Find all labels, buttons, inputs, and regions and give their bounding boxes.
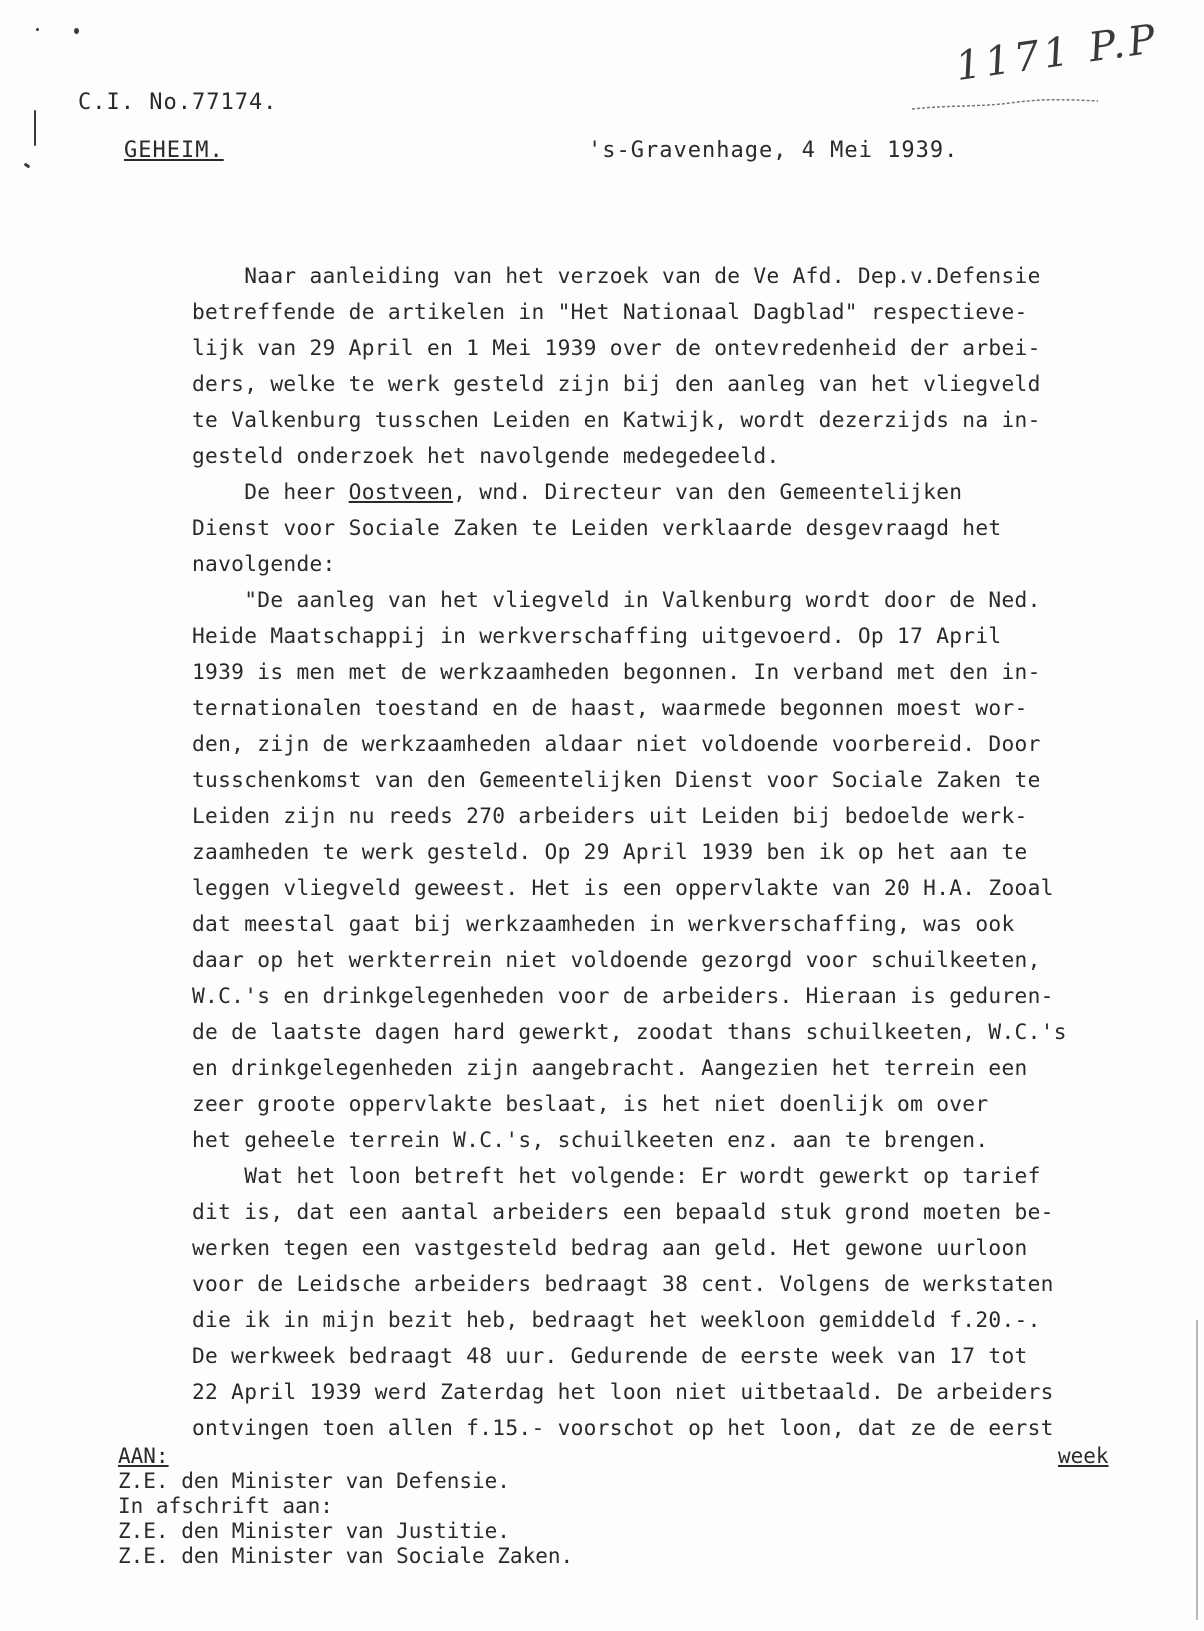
- body-line: die ik in mijn bezit heb, bedraagt het weekloon gemiddeld f.20.-.: [192, 1307, 1041, 1332]
- body-line: gesteld onderzoek het navolgende medegedeeld.: [192, 443, 780, 468]
- body-line: Heide Maatschappij in werkverschaffing uitgevoerd. Op 17 April: [192, 623, 1002, 648]
- body-line: betreffende de artikelen in "Het Nationaal Dagblad" respectieve-: [192, 299, 1028, 324]
- body-line: ontvingen toen allen f.15.- voorschot op het loon, dat ze de eerst: [192, 1415, 1054, 1440]
- copy-recipient: Z.E. den Minister van Justitie.: [118, 1519, 510, 1543]
- body-line: daar op het werkterrein niet voldoende gezorgd voor schuilkeeten,: [192, 947, 1041, 972]
- ink-speck: [74, 28, 79, 34]
- body-line: zeer groote oppervlakte beslaat, is het niet doenlijk om over: [192, 1091, 989, 1116]
- speaker-name: Oostveen: [348, 479, 454, 504]
- body-line: ders, welke te werk gesteld zijn bij den aanleg van het vliegveld: [192, 371, 1041, 396]
- letter-body: [192, 258, 1152, 1446]
- copy-heading: In afschrift aan:: [118, 1494, 333, 1518]
- speaker-prefix: De heer: [192, 479, 349, 504]
- body-line: Wat het loon betreft het volgende: Er wordt gewerkt op tarief: [192, 1163, 1041, 1188]
- place-and-date: 's-Gravenhage, 4 Mei 1939.: [588, 138, 959, 163]
- catchword: week: [1058, 1444, 1109, 1468]
- body-line: Dienst voor Sociale Zaken te Leiden verklaarde desgevraagd het: [192, 515, 1002, 540]
- body-line: "De aanleg van het vliegveld in Valkenburg wordt door de Ned.: [192, 587, 1041, 612]
- body-line: Leiden zijn nu reeds 270 arbeiders uit Leiden bij bedoelde werk-: [192, 803, 1028, 828]
- body-line: den, zijn de werkzaamheden aldaar niet voldoende voorbereid. Door: [192, 731, 1041, 756]
- body-line: ternationalen toestand en de haast, waarmede begonnen moest wor-: [192, 695, 1028, 720]
- copy-recipient: Z.E. den Minister van Sociale Zaken.: [118, 1544, 574, 1568]
- body-line: het geheele terrein W.C.'s, schuilkeeten enz. aan te brengen.: [192, 1127, 989, 1152]
- body-line: dit is, dat een aantal arbeiders een bepaald stuk grond moeten be-: [192, 1199, 1054, 1224]
- classification-label: GEHEIM.: [124, 138, 224, 163]
- margin-mark: [34, 110, 36, 146]
- scan-edge: [1196, 1320, 1198, 1620]
- addressee-block: [118, 1444, 573, 1569]
- pencil-scribble: [910, 95, 1100, 115]
- body-line: 1939 is men met de werkzaamheden begonnen. In verband met den in-: [192, 659, 1041, 684]
- body-line: zaamheden te werk gesteld. Op 29 April 1939 ben ik op het aan te: [192, 839, 1028, 864]
- body-line: de de laatste dagen hard gewerkt, zoodat thans schuilkeeten, W.C.'s: [192, 1019, 1067, 1044]
- addressee-primary: Z.E. den Minister van Defensie.: [118, 1469, 510, 1493]
- body-line: leggen vliegveld geweest. Het is een oppervlakte van 20 H.A. Zooal: [192, 875, 1054, 900]
- body-line: dat meestal gaat bij werkzaamheden in werkverschaffing, was ook: [192, 911, 1015, 936]
- margin-mark: [24, 163, 31, 169]
- body-line: Naar aanleiding van het verzoek van de Ve Afd. Dep.v.Defensie: [192, 263, 1041, 288]
- body-line: tusschenkomst van den Gemeentelijken Dienst voor Sociale Zaken te: [192, 767, 1041, 792]
- body-line: werken tegen een vastgesteld bedrag aan geld. Het gewone uurloon: [192, 1235, 1028, 1260]
- addressee-heading: AAN:: [118, 1444, 169, 1468]
- body-line: navolgende:: [192, 551, 336, 576]
- reference-number: C.I. No.77174.: [78, 90, 278, 115]
- body-line: De werkweek bedraagt 48 uur. Gedurende de eerste week van 17 tot: [192, 1343, 1028, 1368]
- body-line: lijk van 29 April en 1 Mei 1939 over de ontevredenheid der arbei-: [192, 335, 1041, 360]
- body-line: te Valkenburg tusschen Leiden en Katwijk, wordt dezerzijds na in-: [192, 407, 1041, 432]
- body-line-speaker: [192, 474, 1152, 510]
- body-line: W.C.'s en drinkgelegenheden voor de arbeiders. Hieraan is geduren-: [192, 983, 1054, 1008]
- speaker-suffix: , wnd. Directeur van den Gemeentelijken: [453, 479, 963, 504]
- body-line: 22 April 1939 werd Zaterdag het loon niet uitbetaald. De arbeiders: [192, 1379, 1054, 1404]
- body-line: voor de Leidsche arbeiders bedraagt 38 cent. Volgens de werkstaten: [192, 1271, 1054, 1296]
- ink-speck: [36, 28, 39, 31]
- handwritten-annotation: 1171 P.P: [952, 15, 1163, 91]
- body-line: en drinkgelegenheden zijn aangebracht. Aangezien het terrein een: [192, 1055, 1028, 1080]
